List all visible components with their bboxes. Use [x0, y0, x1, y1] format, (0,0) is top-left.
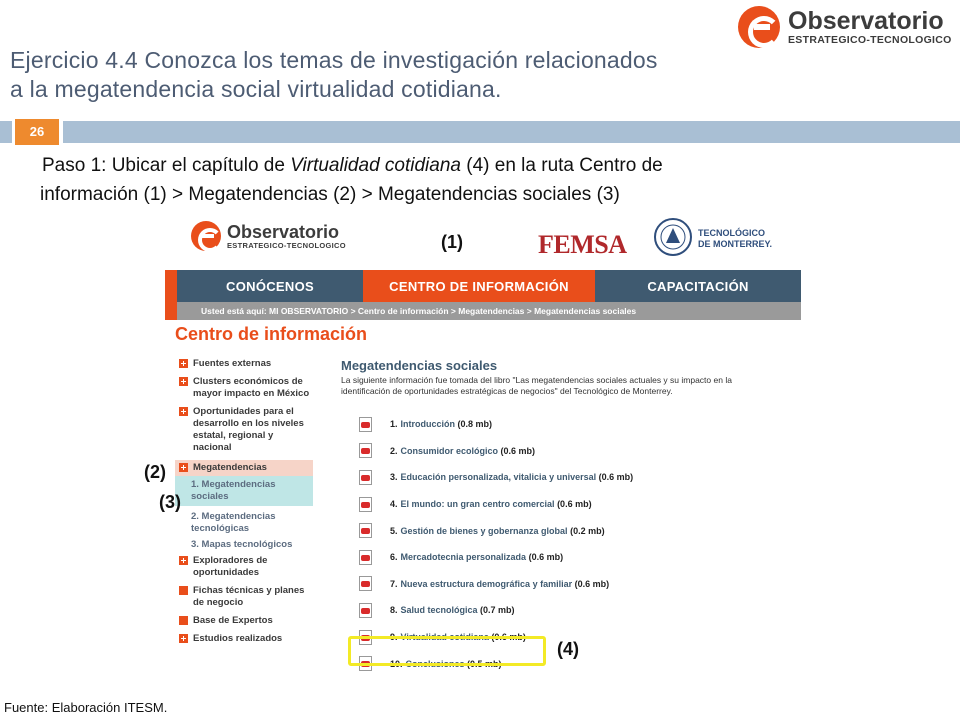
document-size: (0.7 mb): [480, 605, 515, 616]
document-number: 4.: [390, 499, 398, 510]
step-part1: Paso 1: Ubicar el capítulo de: [42, 155, 291, 176]
slide-title: [10, 46, 770, 104]
list-item[interactable]: [341, 517, 761, 544]
document-size: (0.6 mb): [491, 632, 526, 643]
main-description: La siguiente información fue tomada del libro "Las megatendencias sociales actuales y su impacto en la identificación de oportunidades estratégicas de negocios" del Tecnológico de Monterrey.: [341, 375, 732, 396]
document-number: 2.: [390, 445, 398, 456]
document-link[interactable]: [390, 499, 592, 509]
document-size: (0.6 mb): [557, 499, 592, 510]
document-number: 5.: [390, 525, 398, 536]
site-observatorio-logo[interactable]: [191, 221, 346, 251]
pdf-icon: [359, 523, 372, 538]
breadcrumb-stripe: [165, 302, 177, 320]
marker-1: (1): [441, 232, 463, 252]
list-item[interactable]: [341, 411, 761, 438]
document-title: Salud tecnológica: [400, 605, 478, 616]
sidebar-label: Estudios realizados: [193, 633, 283, 644]
header-bar-right: [63, 121, 960, 143]
plus-icon: [179, 634, 188, 643]
document-size: (0.6 mb): [598, 472, 634, 483]
step-italic: Virtualidad cotidiana: [290, 155, 461, 176]
observatorio-logo: [738, 6, 952, 48]
plus-icon: [179, 407, 188, 416]
list-item[interactable]: [341, 544, 761, 571]
document-link[interactable]: [390, 579, 609, 589]
pdf-icon: [359, 497, 372, 512]
document-size: (0.5 mb): [467, 658, 502, 669]
pdf-icon: [359, 603, 372, 618]
document-title: El mundo: un gran centro comercial: [400, 499, 555, 510]
list-item[interactable]: [341, 491, 761, 518]
sidebar-label: Exploradores de oportunidades: [193, 555, 268, 578]
observatorio-logo-icon: [738, 6, 780, 48]
page-number: 26: [15, 119, 59, 145]
list-item[interactable]: [341, 438, 761, 465]
pdf-icon: [359, 550, 372, 565]
document-title: Virtualidad cotidiana: [400, 632, 489, 643]
document-title: Consumidor ecológico: [400, 445, 499, 456]
header-bar-left: [0, 121, 12, 143]
logo-sub: ESTRATEGICO-TECNOLOGICO: [788, 33, 952, 46]
section-title: Centro de información: [175, 324, 368, 344]
site-logo-word: Observatorio: [227, 221, 340, 242]
sidebar-item-estudios[interactable]: [177, 633, 313, 645]
document-title: Conclusiones: [405, 658, 465, 669]
square-icon: [179, 586, 188, 595]
sidebar-item-exploradores[interactable]: [177, 555, 313, 579]
marker-4: (4): [557, 639, 579, 659]
sidebar-item-clusters[interactable]: [177, 376, 313, 400]
sidebar-label: Fichas técnicas y planes de negocio: [193, 585, 305, 608]
step-part2: (4) en la ruta Centro de: [460, 155, 663, 176]
pdf-icon: [359, 443, 372, 458]
marker-3: (3): [159, 492, 181, 512]
list-item[interactable]: [341, 571, 761, 598]
document-number: 10.: [390, 658, 403, 669]
nav-capacitacion[interactable]: CAPACITACIÓN: [647, 278, 749, 294]
marker-2: (2): [144, 462, 166, 482]
plus-icon: [179, 463, 188, 472]
sidebar-item-base[interactable]: [177, 615, 313, 627]
document-link[interactable]: [390, 605, 515, 615]
sidebar-label: Base de Expertos: [193, 615, 273, 626]
pdf-icon: [359, 576, 372, 591]
main-nav: [165, 270, 801, 302]
document-title: Educación personalizada, vitalicia y universal: [400, 472, 597, 483]
source-note: Fuente: Elaboración ITESM.: [4, 700, 168, 715]
document-title: Gestión de bienes y gobernanza global: [400, 525, 568, 536]
breadcrumb: Usted está aquí: MI OBSERVATORIO > Centro de información > Megatendencias > Megatendencias sociales: [177, 302, 801, 320]
document-title: Nueva estructura demográfica y familiar: [400, 578, 573, 589]
square-icon: [179, 616, 188, 625]
document-number: 8.: [390, 605, 398, 616]
document-size: (0.6 mb): [574, 578, 610, 589]
tec-logo-text: [698, 228, 772, 250]
tec-line2: DE MONTERREY.: [698, 239, 773, 249]
document-title: Mercadotecnia personalizada: [400, 552, 527, 563]
sidebar-label: Clusters económicos de mayor impacto en México: [193, 376, 310, 399]
sidebar-item-fichas[interactable]: [177, 585, 313, 609]
plus-icon: [179, 359, 188, 368]
sidebar-item-fuentes[interactable]: [177, 358, 313, 370]
sidebar: [177, 358, 313, 651]
document-number: 9.: [390, 632, 398, 643]
pdf-icon: [359, 470, 372, 485]
sidebar-label: Oportunidades para el desarrollo en los niveles estatal, regional y nacional: [193, 406, 304, 453]
document-number: 1.: [390, 419, 398, 430]
sidebar-item-oportunidades[interactable]: [177, 406, 313, 454]
document-size: (0.2 mb): [570, 525, 605, 536]
sidebar-subitem-mapas[interactable]: 3. Mapas tecnológicos: [191, 539, 293, 550]
plus-icon: [179, 556, 188, 565]
document-link[interactable]: [390, 552, 563, 562]
nav-centro-informacion[interactable]: CENTRO DE INFORMACIÓN: [363, 270, 595, 302]
site-logo-icon: [191, 221, 221, 251]
nav-stripe: [165, 270, 177, 302]
list-item[interactable]: [341, 597, 761, 624]
nav-conocenos[interactable]: CONÓCENOS: [226, 278, 314, 294]
document-number: 7.: [390, 578, 398, 589]
website-screenshot: [165, 208, 801, 688]
document-link[interactable]: [390, 526, 605, 536]
sidebar-label: Fuentes externas: [193, 358, 272, 369]
document-size: (0.6 mb): [500, 445, 536, 456]
tec-line1: TECNOLÓGICO: [698, 228, 765, 238]
document-title: Introducción: [400, 419, 456, 430]
document-size: (0.8 mb): [457, 419, 493, 430]
pdf-icon: [359, 417, 372, 432]
document-size: (0.6 mb): [528, 552, 564, 563]
document-link[interactable]: [390, 446, 535, 456]
slide-title-line1: Ejercicio 4.4 Conozca los temas de investigación relacionados: [10, 47, 658, 73]
sidebar-subitem-tecnologicas[interactable]: 2. Megatendencias tecnológicas: [191, 511, 276, 534]
tec-seal-icon: [653, 216, 693, 258]
step-line2: información (1) > Megatendencias (2) > Megatendencias sociales (3): [40, 184, 620, 205]
list-item[interactable]: [341, 464, 761, 491]
sidebar-label: Megatendencias: [193, 462, 267, 473]
document-number: 6.: [390, 552, 398, 563]
document-link[interactable]: [390, 472, 633, 482]
femsa-logo: FEMSA: [538, 230, 627, 259]
step-instruction: [42, 151, 842, 209]
main-content: [341, 358, 761, 677]
slide-title-line2: a la megatendencia social virtualidad cotidiana.: [10, 76, 502, 102]
document-link[interactable]: [390, 419, 492, 429]
sidebar-item-megatendencias[interactable]: [175, 460, 313, 476]
plus-icon: [179, 377, 188, 386]
site-logo-sub: ESTRATEGICO-TECNOLOGICO: [227, 240, 346, 250]
logo-word: Observatorio: [788, 6, 944, 35]
document-number: 3.: [390, 472, 398, 483]
main-title: Megatendencias sociales: [341, 358, 498, 373]
sidebar-subitem-sociales[interactable]: 1. Megatendencias sociales: [175, 476, 313, 506]
highlight-box: [348, 636, 546, 666]
